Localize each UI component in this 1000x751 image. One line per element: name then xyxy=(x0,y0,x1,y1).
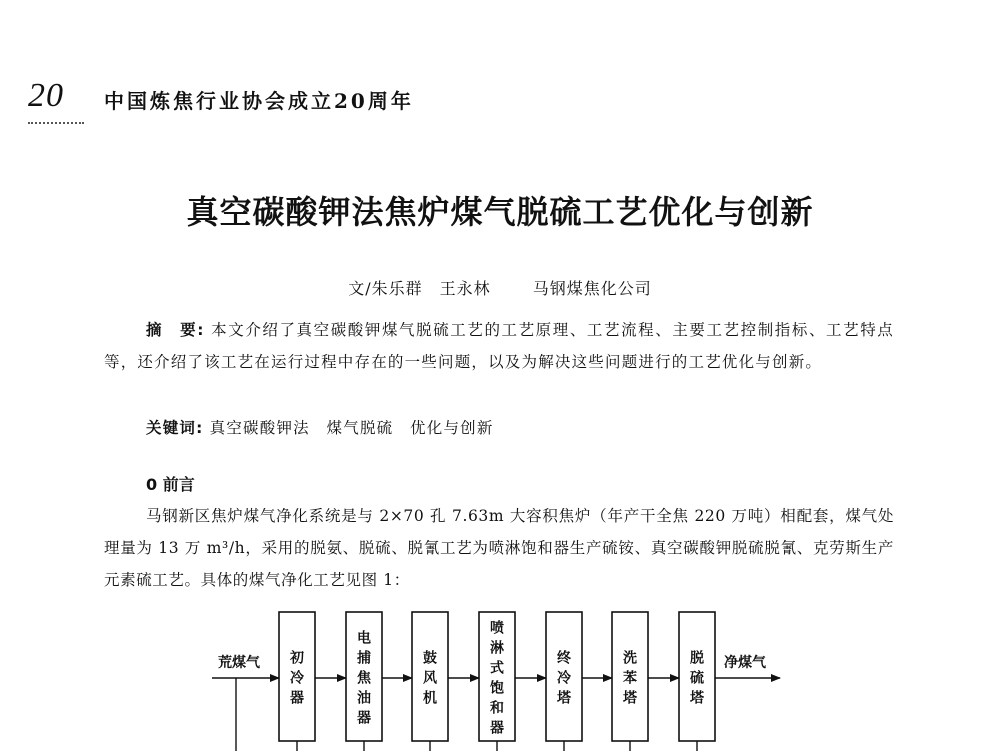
flow-unit-label-char: 冷 xyxy=(557,670,571,687)
flow-unit-label-char: 苯 xyxy=(623,670,637,687)
flow-input-label: 荒煤气 xyxy=(218,655,260,671)
process-flow-diagram xyxy=(0,610,1000,751)
flow-unit-label-char: 器 xyxy=(290,690,304,707)
flow-unit-label-char: 硫 xyxy=(690,670,704,687)
header-divider xyxy=(28,122,84,124)
flow-output-label: 净煤气 xyxy=(724,655,766,671)
flow-unit xyxy=(479,612,515,741)
keywords-text: 真空碳酸钾法 煤气脱硫 优化与创新 xyxy=(209,419,494,437)
article-title: 真空碳酸钾法焦炉煤气脱硫工艺优化与创新 xyxy=(186,193,814,231)
keywords-label: 关键词: xyxy=(146,419,204,437)
flow-unit-label-char: 饱 xyxy=(490,680,504,697)
flow-unit-label-char: 塔 xyxy=(557,690,571,707)
section-heading: 0 前言 xyxy=(146,475,195,494)
byline xyxy=(0,276,1000,299)
authors: 文/朱乐群 王永林 xyxy=(348,279,491,298)
flow-unit xyxy=(279,612,315,741)
flow-unit-label-char: 塔 xyxy=(690,690,704,707)
body-paragraph: 马钢新区焦炉煤气净化系统是与 2×70 孔 7.63m 大容积焦炉（年产干全焦 220 万吨）相配套，煤气处理量为 13 万 m³/h，采用的脱氨、脱硫、脱氰工艺为喷淋饱和器生产硫铵、真空碳酸钾脱硫脱氰、克劳斯生产元素硫工艺。具体的煤气净化工艺见图 1： xyxy=(104,507,894,589)
affiliation: 马钢煤焦化公司 xyxy=(532,279,652,298)
flow-unit-label-char: 风 xyxy=(423,670,437,687)
keywords xyxy=(104,412,936,444)
flow-unit-label-char: 焦 xyxy=(357,670,371,687)
flow-unit-label-char: 终 xyxy=(557,650,571,667)
flow-unit-label-char: 塔 xyxy=(623,690,637,707)
page-number: 20 xyxy=(28,77,64,114)
abstract-label: 摘 要: xyxy=(146,321,205,339)
journal-running-title: 中国炼焦行业协会成立20周年 xyxy=(104,89,414,113)
flow-unit xyxy=(612,612,648,741)
flow-unit xyxy=(346,612,382,741)
flow-unit-label-char: 和 xyxy=(490,700,504,717)
flow-unit xyxy=(412,612,448,741)
flow-unit-label-char: 式 xyxy=(490,660,504,677)
flow-unit-label-char: 脱 xyxy=(690,650,704,667)
flow-unit-label-char: 初 xyxy=(290,650,304,667)
flow-unit-label-char: 冷 xyxy=(290,670,304,687)
flow-unit-label-char: 鼓 xyxy=(423,650,437,667)
abstract xyxy=(104,314,894,378)
flow-unit-label-char: 洗 xyxy=(623,650,637,667)
flow-unit-label-char: 电 xyxy=(357,630,371,647)
flow-unit-label-char: 器 xyxy=(490,720,504,737)
flow-unit-label-char: 捕 xyxy=(357,650,371,667)
flow-unit xyxy=(679,612,715,741)
abstract-text: 本文介绍了真空碳酸钾煤气脱硫工艺的工艺原理、工艺流程、主要工艺控制指标、工艺特点等，还介绍了该工艺在运行过程中存在的一些问题，以及为解决这些问题进行的工艺优化与创新。 xyxy=(104,321,894,371)
flow-unit-label-char: 机 xyxy=(423,690,437,707)
flow-unit-label-char: 油 xyxy=(357,690,371,707)
flow-unit xyxy=(546,612,582,741)
flow-unit-label-char: 器 xyxy=(357,710,371,727)
flow-unit-label-char: 喷 xyxy=(490,620,504,637)
flow-unit-label-char: 淋 xyxy=(490,640,504,657)
flow-units xyxy=(279,612,715,741)
